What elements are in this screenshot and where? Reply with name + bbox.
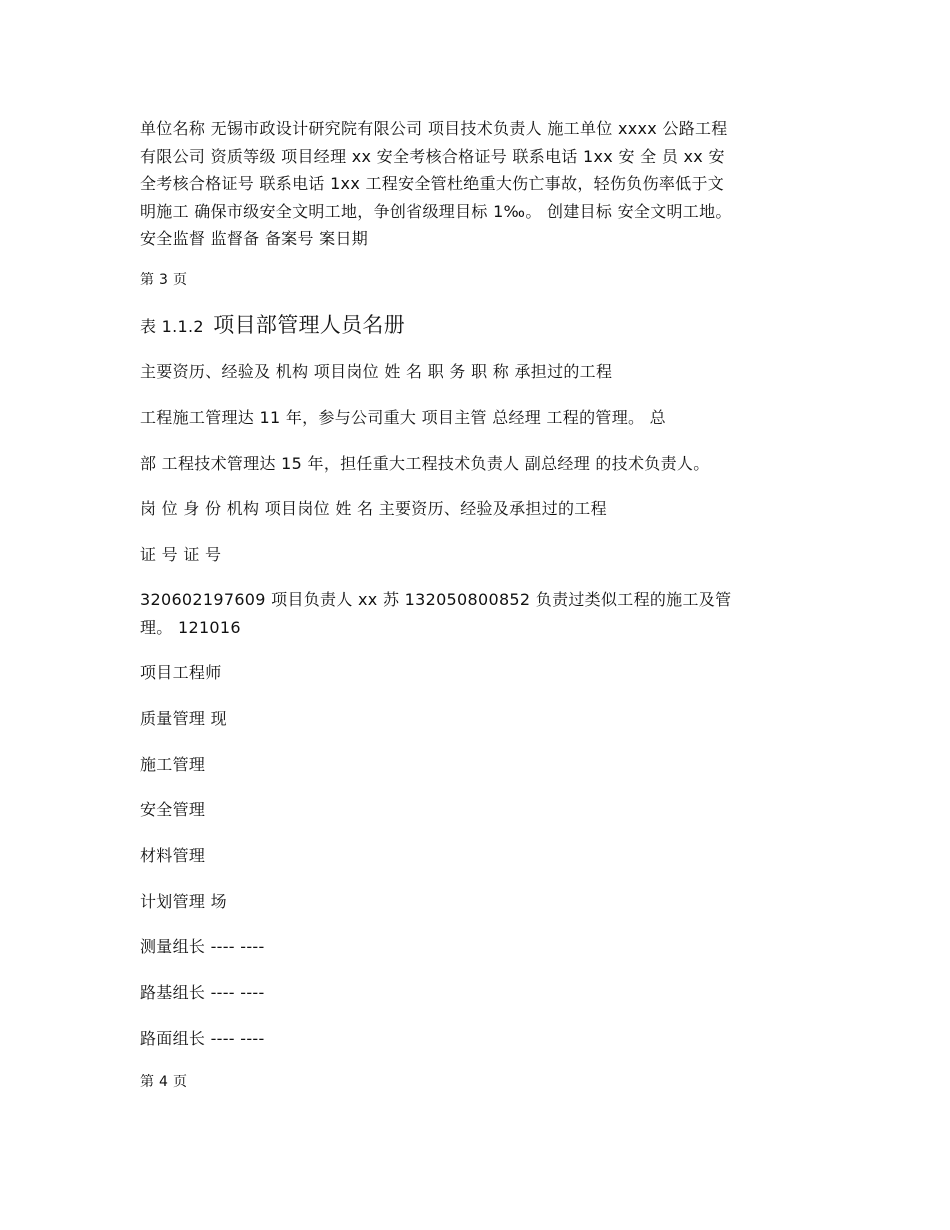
table-caption-number: 表 1.1.2	[140, 317, 204, 336]
page-number: 第 3 页	[140, 272, 188, 288]
role-label: 质量管理 现	[140, 709, 227, 728]
intro-line: 全考核合格证号 联系电话 1xx 工程安全管杜绝重大伤亡事故，轻伤负伤率低于文	[140, 174, 725, 193]
table-row-line: 320602197609 项目负责人 xx 苏 132050800852 负责过类似工程的施工及管	[140, 590, 732, 609]
role-label: 测量组长 ---- ----	[140, 937, 265, 956]
table-header-row: 证 号 证 号	[140, 545, 222, 564]
role-label: 路面组长 ---- ----	[140, 1029, 265, 1048]
page-number: 第 4 页	[140, 1074, 188, 1090]
table-header-row: 岗 位 身 份 机构 项目岗位 姓 名 主要资历、经验及承担过的工程	[140, 499, 607, 518]
role-label: 材料管理	[140, 846, 206, 865]
role-label: 项目工程师	[140, 663, 222, 682]
intro-line: 单位名称 无锡市政设计研究院有限公司 项目技术负责人 施工单位 xxxx 公路工程	[140, 119, 728, 138]
intro-line: 安全监督 监督备 备案号 案日期	[140, 229, 369, 248]
table-header-row: 主要资历、经验及 机构 项目岗位 姓 名 职 务 职 称 承担过的工程	[140, 362, 613, 381]
table-row-line: 理。 121016	[140, 617, 241, 637]
role-label: 施工管理	[140, 755, 206, 774]
table-caption-title: 项目部管理人员名册	[213, 313, 405, 337]
intro-line: 明施工 确保市级安全文明工地，争创省级理目标 1‰。 创建目标 安全文明工地。	[140, 201, 732, 221]
intro-line: 有限公司 资质等级 项目经理 xx 安全考核合格证号 联系电话 1xx 安 全 员 xx 安	[140, 146, 725, 166]
intro-paragraph	[140, 115, 810, 253]
table-caption	[140, 309, 405, 343]
role-label: 安全管理	[140, 800, 206, 819]
table-row	[140, 586, 810, 641]
table-row: 工程施工管理达 11 年，参与公司重大 项目主管 总经理 工程的管理。 总	[140, 408, 666, 427]
table-row: 部 工程技术管理达 15 年，担任重大工程技术负责人 副总经理 的技术负责人。	[140, 454, 710, 473]
role-label: 计划管理 场	[140, 892, 227, 911]
role-label: 路基组长 ---- ----	[140, 983, 265, 1002]
